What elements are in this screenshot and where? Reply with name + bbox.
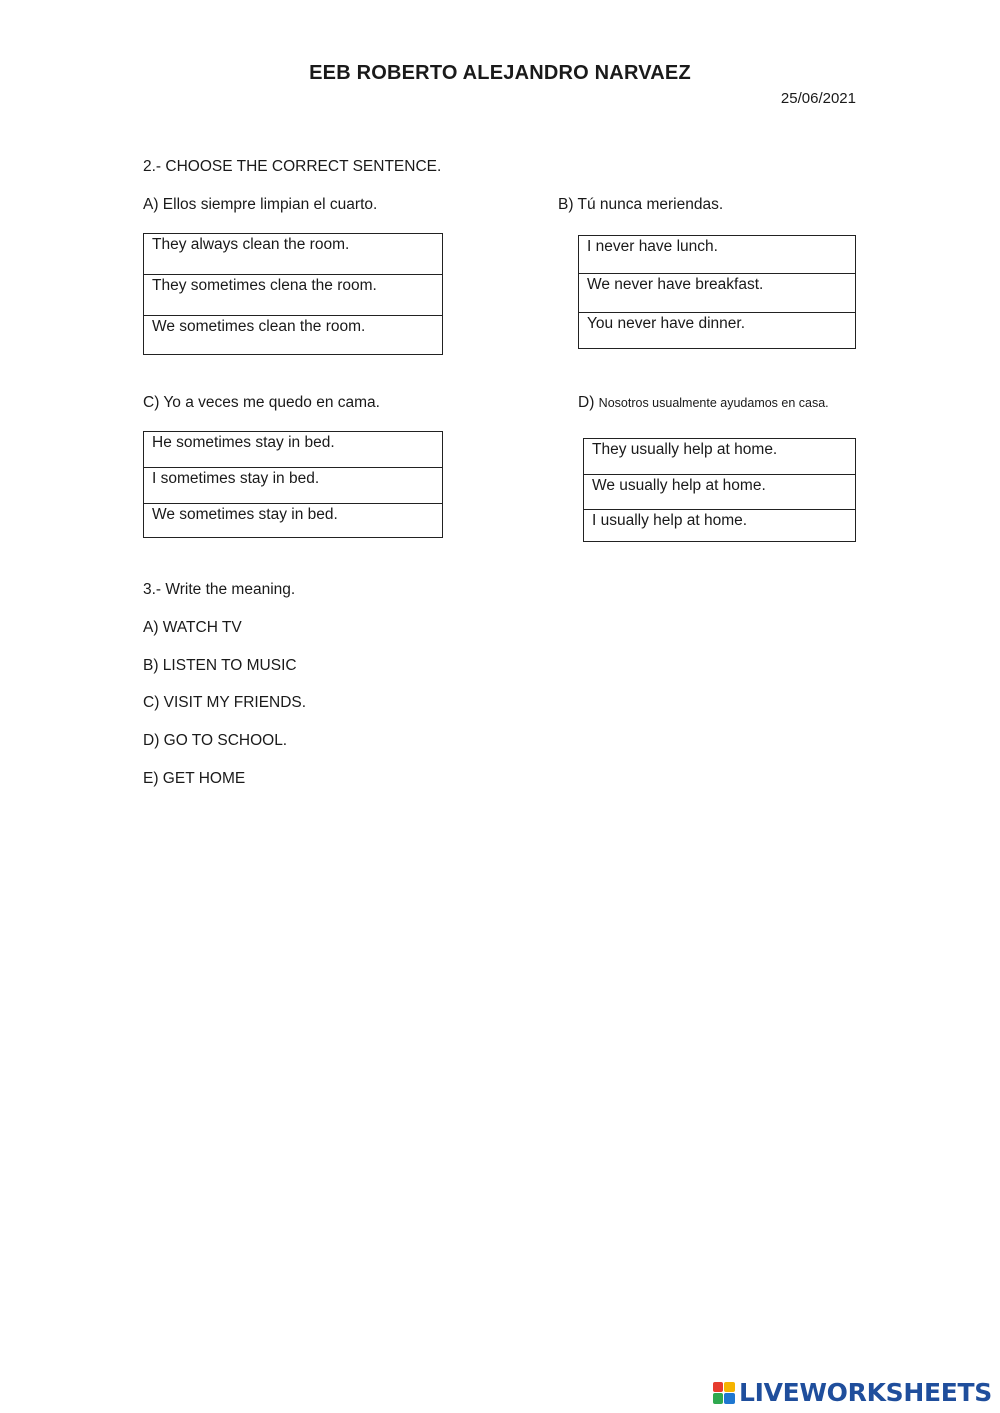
section-3-title: 3.- Write the meaning. xyxy=(143,581,296,598)
question-c-prompt: C) Yo a veces me quedo en cama. xyxy=(143,394,380,411)
option[interactable]: I usually help at home. xyxy=(584,510,856,542)
meaning-item: E) GET HOME xyxy=(143,770,246,787)
question-d-prompt xyxy=(578,394,829,412)
section-2-title: 2.- CHOOSE THE CORRECT SENTENCE. xyxy=(143,158,442,175)
meaning-item: C) VISIT MY FRIENDS. xyxy=(143,694,307,711)
date: 25/06/2021 xyxy=(780,90,856,107)
meaning-item: B) LISTEN TO MUSIC xyxy=(143,657,297,674)
question-b-prompt: B) Tú nunca meriendas. xyxy=(558,196,724,213)
option[interactable]: I never have lunch. xyxy=(579,236,856,274)
option[interactable]: We usually help at home. xyxy=(584,475,856,510)
page-title: EEB ROBERTO ALEJANDRO NARVAEZ xyxy=(309,62,691,84)
logo-mark-icon xyxy=(713,1382,735,1404)
brand-name: LIVEWORKSHEETS xyxy=(738,1378,992,1407)
question-d-letter: D) xyxy=(578,394,595,411)
option[interactable]: We sometimes stay in bed. xyxy=(144,504,443,538)
option[interactable]: We sometimes clean the room. xyxy=(144,316,443,355)
option[interactable]: They always clean the room. xyxy=(144,234,443,275)
question-c-options xyxy=(143,431,443,538)
liveworksheets-logo xyxy=(713,1378,992,1407)
option[interactable]: We never have breakfast. xyxy=(579,274,856,313)
question-d-text: Nosotros usualmente ayudamos en casa. xyxy=(598,396,829,410)
meaning-item: D) GO TO SCHOOL. xyxy=(143,732,288,749)
option[interactable]: They usually help at home. xyxy=(584,439,856,475)
option[interactable]: You never have dinner. xyxy=(579,313,856,349)
meaning-item: A) WATCH TV xyxy=(143,619,242,636)
option[interactable]: He sometimes stay in bed. xyxy=(144,432,443,468)
question-b-options xyxy=(578,235,856,349)
option[interactable]: They sometimes clena the room. xyxy=(144,275,443,316)
question-a-prompt: A) Ellos siempre limpian el cuarto. xyxy=(143,196,378,213)
question-a-options xyxy=(143,233,443,355)
question-d-options xyxy=(583,438,856,542)
option[interactable]: I sometimes stay in bed. xyxy=(144,468,443,504)
